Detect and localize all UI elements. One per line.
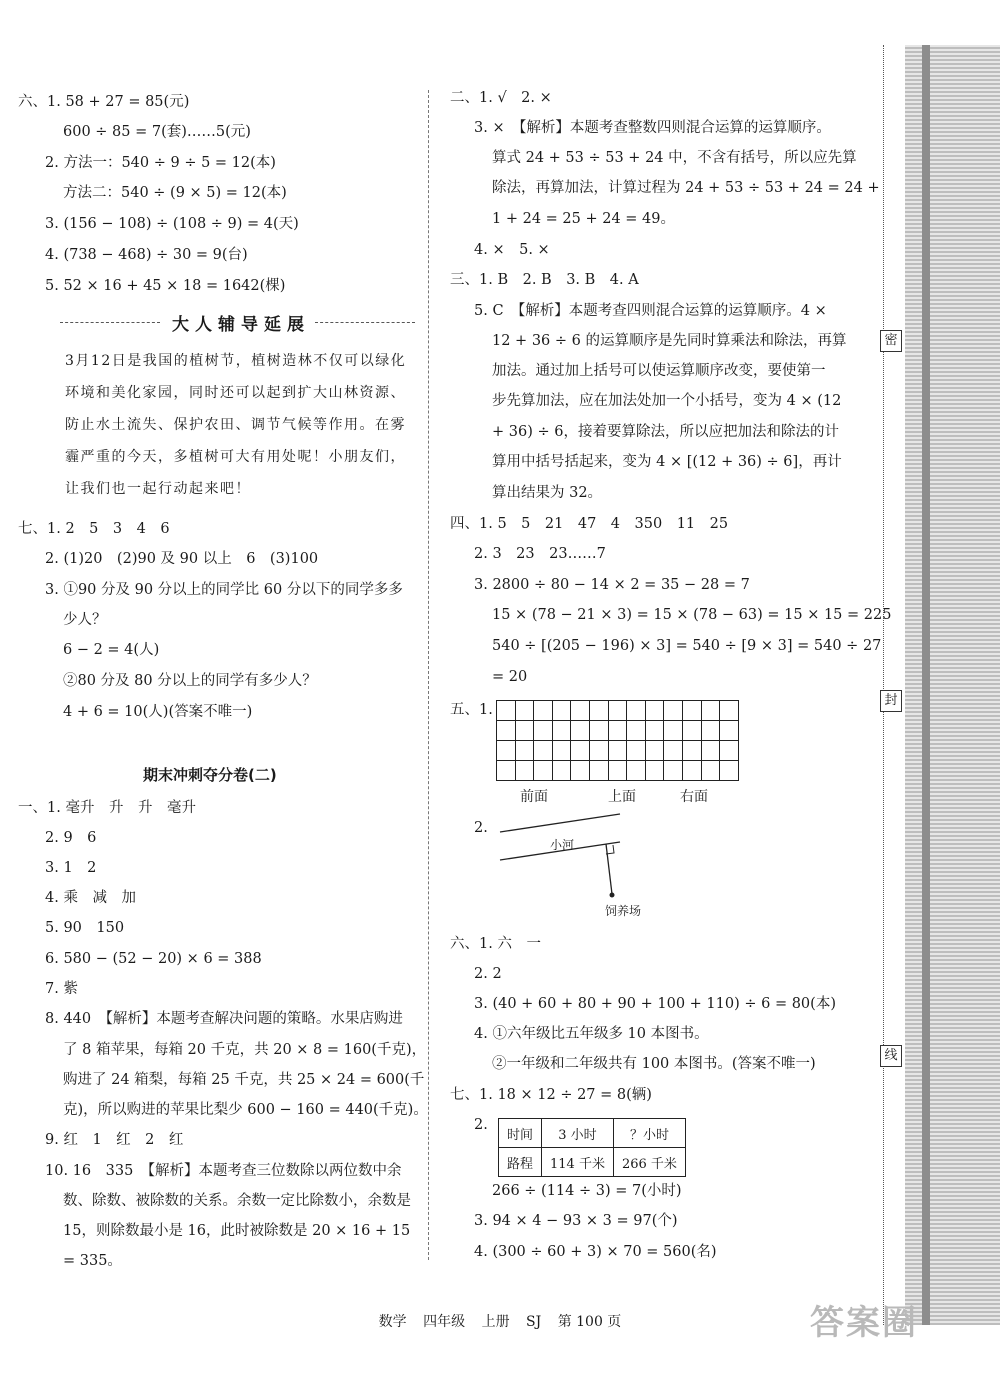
- answer-line: 15，则除数最小是 16，此时被除数是 20 × 16 + 15: [63, 1223, 411, 1239]
- title-dash-left: [60, 322, 160, 323]
- answer-line: 4. 乘 减 加: [45, 890, 136, 906]
- answer-line: 步先算加法，应在加法处加一个小括号，变为 4 × (12: [492, 393, 842, 409]
- answer-line: 2. 2: [474, 966, 502, 982]
- answer-line: 12 + 36 ÷ 6 的运算顺序是先同时算乘法和除法，再算: [492, 333, 847, 349]
- answer-line: 3. 2800 ÷ 80 − 14 × 2 = 35 − 28 = 7: [474, 577, 750, 593]
- answer-line: + 36) ÷ 6，接着要算除法，所以应把加法和除法的计: [492, 424, 839, 440]
- answer-line: 了 8 箱苹果，每箱 20 千克，共 20 × 8 = 160(千克)，: [63, 1042, 427, 1058]
- answer-line: 克)，所以购进的苹果比梨少 600 − 160 = 440(千克)。: [63, 1102, 428, 1118]
- section-title: 大人辅导延展: [172, 315, 310, 335]
- answer-line: 一、1. 毫升 升 升 毫升: [18, 800, 196, 816]
- story-paragraph: 3月12日是我国的植树节，植树造林不仅可以绿化环境和美化家园，同时还可以起到扩大山林资源、防止水土流失、保护农田、调节气候等作用。在雾霾严重的今天，多植树可大有用处呢！小朋友们，让我们也一起行动起来吧！: [65, 353, 407, 497]
- answer-line: 4 + 6 = 10(人)(答案不唯一): [63, 704, 253, 720]
- answer-line: 2. 3 23 23……7: [474, 546, 606, 562]
- answer-line: 600 ÷ 85 = 7(套)……5(元): [63, 124, 251, 140]
- answer-line: 7. 紫: [45, 981, 78, 997]
- answer-line: 5. 52 × 16 + 45 × 18 = 1642(棵): [45, 278, 286, 294]
- answer-line: 4. × 5. ×: [474, 242, 550, 258]
- views-grid: [496, 700, 739, 781]
- section-title-box: [60, 310, 415, 334]
- perpendicular-path: [606, 844, 612, 894]
- answer-line: = 335。: [63, 1253, 122, 1269]
- grid-label-right: 右面: [680, 789, 708, 805]
- watermark-logo: 答案圈: [810, 1303, 918, 1343]
- table-cell: ？小时: [613, 1119, 685, 1148]
- answer-line: 六、1. 六 一: [450, 936, 541, 952]
- answer-line: 2.: [474, 1117, 488, 1133]
- answer-line: 2. (1)20 (2)90 及 90 以上 6 (3)100: [45, 551, 319, 567]
- grid-label-top: 上面: [608, 789, 636, 805]
- footer-grade: 四年级: [423, 1314, 466, 1330]
- grid-label-front: 前面: [520, 789, 548, 805]
- answer-line: 购进了 24 箱梨，每箱 25 千克，共 25 × 24 = 600(千: [63, 1072, 425, 1088]
- answer-line: 3. 1 2: [45, 860, 97, 876]
- answer-line: 三、1. B 2. B 3. B 4. A: [450, 272, 639, 288]
- table-cell: 114 千米: [542, 1148, 614, 1177]
- table-cell: 3 小时: [542, 1119, 614, 1148]
- farm-label: 饲养场: [605, 904, 642, 918]
- binding-mark-feng: 封: [880, 690, 902, 712]
- answer-line: 算式 24 + 53 ÷ 53 + 24 中，不含有括号，所以应先算: [492, 150, 857, 166]
- answer-line: 8. 440 【解析】本题考查解决问题的策略。水果店购进: [45, 1011, 403, 1027]
- footer-subject: 数学: [378, 1314, 407, 1330]
- answer-line: 266 ÷ (114 ÷ 3) = 7(小时): [492, 1183, 682, 1199]
- answer-line: 10. 16 335 【解析】本题考查三位数除以两位数中余: [45, 1163, 402, 1179]
- answer-line: 1 + 24 = 25 + 24 = 49。: [492, 211, 675, 227]
- answer-line: 2.: [474, 820, 488, 836]
- binding-mark-xian: 线: [880, 1045, 902, 1067]
- answer-line: 3. 94 × 4 − 93 × 3 = 97(个): [474, 1213, 678, 1229]
- answer-line: 4. (300 ÷ 60 + 3) × 70 = 560(名): [474, 1244, 717, 1260]
- answer-line: 540 ÷ [(205 − 196) × 3] = 540 ÷ [9 × 3] = 540 ÷ 27: [492, 638, 882, 654]
- answer-line: 5. 90 150: [45, 920, 125, 936]
- binding-mark-mi: 密: [880, 330, 902, 352]
- answer-line: 6. 580 − (52 − 20) × 6 = 388: [45, 951, 262, 967]
- footer-edition: SJ: [526, 1314, 542, 1330]
- answer-line: 15 × (78 − 21 × 3) = 15 × (78 − 63) = 15 × 15 = 225: [492, 607, 892, 623]
- table-row: [499, 1119, 686, 1148]
- answer-line: 六、1. 58 + 27 = 85(元): [18, 94, 190, 110]
- answer-line: 算用中括号括起来，变为 4 × [(12 + 36) ÷ 6]，再计: [492, 454, 842, 470]
- farm-point: [610, 893, 615, 898]
- river-label: 小河: [550, 838, 575, 852]
- answer-line: 除法，再算加法，计算过程为 24 + 53 ÷ 53 + 24 = 24 +: [492, 180, 880, 196]
- table-cell: 路程: [499, 1148, 542, 1177]
- answer-line: 数、除数、被除数的关系。余数一定比除数小，余数是: [63, 1193, 411, 1209]
- binding-strip-dark: [922, 45, 930, 1325]
- answer-line: 四、1. 5 5 21 47 4 350 11 25: [450, 516, 729, 532]
- answer-line: 4. (738 − 468) ÷ 30 = 9(台): [45, 247, 248, 263]
- exam-title: 期末冲刺夺分卷(二): [143, 766, 277, 784]
- footer-page-number: 第 100 页: [557, 1314, 622, 1330]
- answer-line: 3. (156 − 108) ÷ (108 ÷ 9) = 4(天): [45, 216, 299, 232]
- table-cell: 时间: [499, 1119, 542, 1148]
- answer-line: 9. 红 1 红 2 红: [45, 1132, 184, 1148]
- answer-line: 七、1. 2 5 3 4 6: [18, 521, 170, 537]
- table-row: [499, 1148, 686, 1177]
- binding-strip: [905, 45, 1000, 1325]
- answer-line: 6 − 2 = 4(人): [63, 642, 160, 658]
- table-cell: 266 千米: [613, 1148, 685, 1177]
- answer-line: 2. 9 6: [45, 830, 97, 846]
- answer-line: 少人？: [63, 612, 107, 628]
- answer-line: 5. C 【解析】本题考查四则混合运算的运算顺序。4 ×: [474, 303, 827, 319]
- answer-line: = 20: [492, 669, 528, 685]
- answer-line: 3. ①90 分及 90 分以上的同学比 60 分以下的同学多多: [45, 582, 403, 598]
- answer-line: 方法二：540 ÷ (9 × 5) = 12(本): [63, 185, 287, 201]
- answer-line: 算出结果为 32。: [492, 485, 603, 501]
- answer-line: 五、1.: [450, 702, 493, 718]
- answer-line: 加法。通过加上括号可以使运算顺序改变，要使第一: [492, 363, 826, 379]
- answer-line: 2. 方法一：540 ÷ 9 ÷ 5 = 12(本): [45, 155, 276, 171]
- binding-dotted-line: [883, 45, 884, 1325]
- footer-volume: 上册: [481, 1314, 510, 1330]
- answer-line: ②一年级和二年级共有 100 本图书。(答案不唯一): [492, 1056, 816, 1072]
- answer-line: 二、1. √ 2. ×: [450, 90, 552, 106]
- rate-table: [498, 1118, 686, 1177]
- answer-line: 3. × 【解析】本题考查整数四则混合运算的运算顺序。: [474, 120, 831, 136]
- answer-line: ②80 分及 80 分以上的同学有多少人？: [63, 673, 317, 689]
- answer-line: 七、1. 18 × 12 ÷ 27 = 8(辆): [450, 1087, 652, 1103]
- river-bank-upper: [500, 814, 620, 832]
- column-separator: [428, 90, 429, 1260]
- answer-line: 4. ①六年级比五年级多 10 本图书。: [474, 1026, 709, 1042]
- title-dash-right: [315, 322, 415, 323]
- answer-line: 3. (40 + 60 + 80 + 90 + 100 + 110) ÷ 6 = 80(本): [474, 996, 836, 1012]
